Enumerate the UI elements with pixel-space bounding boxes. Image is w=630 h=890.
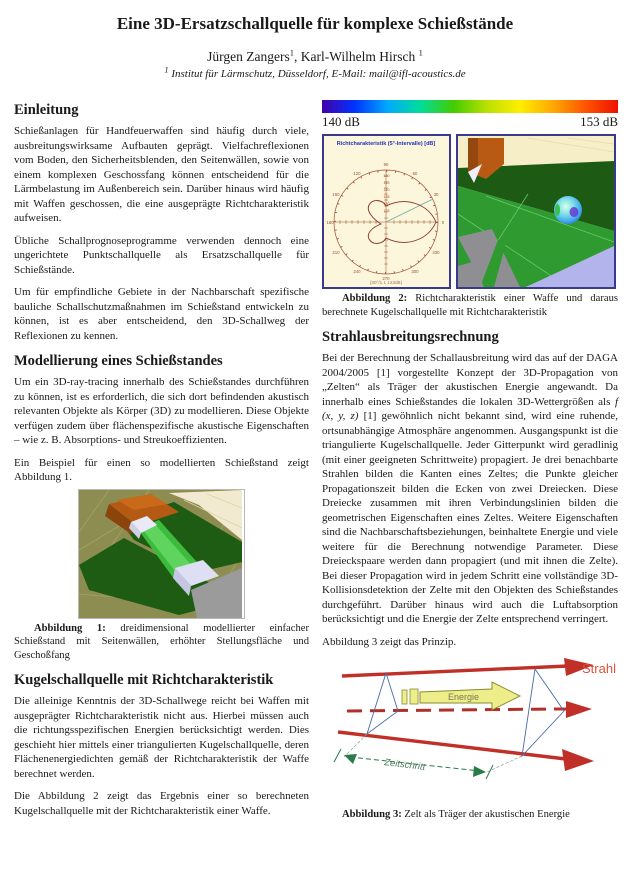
figure1-caption <box>14 622 309 663</box>
figure2-caption-text: Richtcharakteristik einer Waffe und daraus berechnete Kugelschallquelle mit Richtcharakteristik <box>322 293 618 318</box>
right-column <box>322 98 618 830</box>
svg-text:145: 145 <box>383 181 390 185</box>
svg-text:150: 150 <box>383 174 390 178</box>
svg-text:130: 130 <box>383 202 390 206</box>
kugel-paragraph-1: Die alleinige Kenntnis der 3D-Schallwege reicht bei Waffen mit ausgeprägter Richtcharakteristik nicht aus. Hierbei müssen auch die richtungsspezifischen Energien berücksichtigt werden. Dies geschieht hier mittels einer triangulierten Kugelschallquelle, deren Flächenenergiedichten gemäß der Richtcharakteristik der Waffe berechnet werden. <box>14 695 309 780</box>
affiliation-line <box>0 64 630 80</box>
figure1-svg <box>79 490 242 618</box>
zeitschritt-label: Zeitschritt <box>383 757 426 773</box>
svg-text:135: 135 <box>383 195 390 199</box>
figure2-sphere-panel <box>456 134 616 289</box>
heading-kugelschallquelle: Kugelschallquelle mit Richtcharakteristik <box>14 672 274 688</box>
intro-paragraph-2: Übliche Schallprognoseprogramme verwenden dennoch eine ungerichtete Punktschallquelle als Ersatzschallquelle für Schießstände. <box>14 234 309 276</box>
ray-bottom <box>338 732 594 771</box>
strahl-label: Strahl <box>582 661 616 676</box>
author-1: Jürgen Zangers <box>207 49 290 64</box>
sphere-scene-svg <box>458 136 614 287</box>
ray-top <box>342 658 594 676</box>
svg-text:120: 120 <box>353 171 361 176</box>
author-2: , Karl-Wilhelm Hirsch <box>293 49 419 64</box>
figure3-svg <box>322 657 622 805</box>
intro-paragraph-3: Um für empfindliche Gebiete in der Nachbarschaft spezifische bauliche Schallschutzmaßnahmen im Schießstand entwickeln zu können, ist es aber entscheidend, den 3D-Schallweg der Reflexionen zu kennen. <box>14 286 309 342</box>
figure1-shooting-range-render <box>78 489 245 619</box>
svg-text:180: 180 <box>326 220 334 225</box>
energie-label: Energie <box>448 692 480 702</box>
svg-text:0: 0 <box>441 220 445 225</box>
kugel-paragraph-2: Die Abbildung 2 zeigt das Ergebnis einer so berechneten Kugelschallquelle mit der Richtcharakteristik einer Waffe. <box>14 790 309 817</box>
svg-text:60: 60 <box>412 171 418 176</box>
svg-text:125: 125 <box>383 209 390 213</box>
figure1-caption-text: dreidimensional modellierter einfacher Schießstand mit Seitenwällen, erhöhter Stellungsfläche und Geschoßfang <box>14 622 309 661</box>
bullet-catch-facet <box>468 138 478 172</box>
svg-text:240: 240 <box>353 269 361 274</box>
svg-text:140: 140 <box>383 188 390 192</box>
figure1-caption-label: Abbildung 1: <box>34 622 106 634</box>
strahl-paragraph-2: Abbildung 3 zeigt das Prinzip. <box>322 635 457 648</box>
polar-plot-svg <box>324 136 449 287</box>
figure2-caption-label: Abbildung 2: <box>342 293 408 304</box>
svg-text:30: 30 <box>433 192 439 197</box>
left-column <box>14 98 309 826</box>
paper-title: Eine 3D-Ersatzschallquelle für komplexe Schießstände <box>116 14 514 33</box>
db-scale-labels <box>322 114 618 130</box>
svg-text:300: 300 <box>411 269 419 274</box>
strahl-text-b: [1] gewöhnlich nicht bekannt sind, wird eine ruhende, ortsunabhängige Atmosphäre angenommen. Ausgangspunkt ist die triangulierte Kugelschallquelle. Jeder Gitterpunkt wird geradlinig (mit einer geeigneten Schrittweite) propagiert. Je drei benachbarte Strahlen bilden die Kanten eines Zeltes; die Punkte gleicher Propagationszeit bilden die Ecken von zwei Dreiecken. Diese Dreiecke zusammen mit ihren Verbindungslinien bilden die geometrischen Eigenschaften eines Zeltes. Weitere Eigenschaften sind die Nachbarschaftsbeziehungen, beinhaltete Energie und viele weitere für die Berechnung notwendige Parameter. Diese Dreieckspaare werden dann propagiert (und mit ihnen die Zelte). Bei dieser Propagation wird in jedem Schritt eine vollständige 3D-Kollisionsdetektion der Zelte mit den Objekten des Schießstandes durchgeführt. Darüber hinaus wird auch die Luftabsorption berücksichtigt und die Energie der Zelte entsprechend verringert. <box>322 410 618 625</box>
figure2-polar-panel <box>322 134 451 289</box>
strahl-text-a: Bei der Berechnung der Schallausbreitung wird das auf der DAGA 2004/2005 [1] vorgestellte Konzept der 3D-Propagation von „Zelten“ als Träger der akustischen Energie angewandt. Da innerhalb eines Schießstandes die lokalen 3D-Wettergrößen als <box>322 352 618 408</box>
figure3-caption <box>322 808 618 822</box>
polar-angle-labels <box>326 162 444 281</box>
heading-modellierung: Modellierung eines Schießstandes <box>14 353 223 369</box>
figure3-caption-text: Zelt als Träger der akustischen Energie <box>401 809 570 820</box>
db-color-scale <box>322 100 618 113</box>
modelling-paragraph-2: Ein Beispiel für einen so modellierten Schießstand zeigt Abbildung 1. <box>14 456 309 483</box>
modelling-paragraph-1: Um ein 3D-ray-tracing innerhalb des Schießstandes durchführen zu können, ist es erforderlich, die sich dort befindenden akustisch relevanten Objekte als Körper (3D) zu modellieren. Diese Objekte verfügen zudem über flächenspezifische akustische Eigenschaften – wie z. B. Absorptions- und Streukoeffizienten. <box>14 376 309 446</box>
weather-formula: f (x, y, z) <box>322 395 618 422</box>
affiliation-mark: 1 <box>164 64 169 75</box>
polar-radial-scale-labels <box>384 174 390 213</box>
db-max-label: 153 dB <box>580 114 618 129</box>
svg-text:330: 330 <box>432 250 440 255</box>
sphere-purple-spot <box>570 207 579 217</box>
heading-strahlausbreitung: Strahlausbreitungsrechnung <box>322 329 499 345</box>
authors-line <box>0 49 630 65</box>
svg-text:150: 150 <box>332 192 340 197</box>
affiliation-text: Institut für Lärmschutz, Düsseldorf, E-Mail: mail@ifl-acoustics.de <box>168 68 466 80</box>
figure3-caption-label: Abbildung 3: <box>342 809 402 820</box>
sphere-green-sliver <box>555 204 560 216</box>
svg-text:90: 90 <box>383 162 389 167</box>
db-min-label: 140 dB <box>322 114 360 129</box>
svg-text:210: 210 <box>332 250 340 255</box>
svg-text:270: 270 <box>382 276 390 281</box>
heading-einleitung: Einleitung <box>14 102 79 118</box>
figure2 <box>322 134 618 289</box>
tent-triangles <box>367 669 564 756</box>
author-1-affmark: 1 <box>289 47 294 58</box>
strahl-paragraph-1 <box>322 351 618 627</box>
figure3-tent-diagram <box>322 657 618 805</box>
ray-middle <box>347 701 592 718</box>
intro-paragraph-1: Schießanlagen für Handfeuerwaffen sind häufig durch viele, ausbreitungswirksame Aufbauten geprägt. Vielfachreflexionen vom Boden, den Sicherheitsblenden, den Seitenwällen, sowie von einem komplexen Geschossfang können entscheidend für die Lärmbelastung im Außenbereich sein. Darüber hinaus wird häufig mit Waffen geschossen, die eine ausgeprägte Richtcharakteristik aufweisen. <box>14 125 309 224</box>
author-2-affmark: 1 <box>418 47 423 58</box>
figure2-caption <box>322 292 618 319</box>
polar-title: Richtcharakteristik (5°-Intervalle) [dB] <box>336 141 436 147</box>
polar-footer-readout: (30°/1.1 123dB) <box>369 280 403 285</box>
